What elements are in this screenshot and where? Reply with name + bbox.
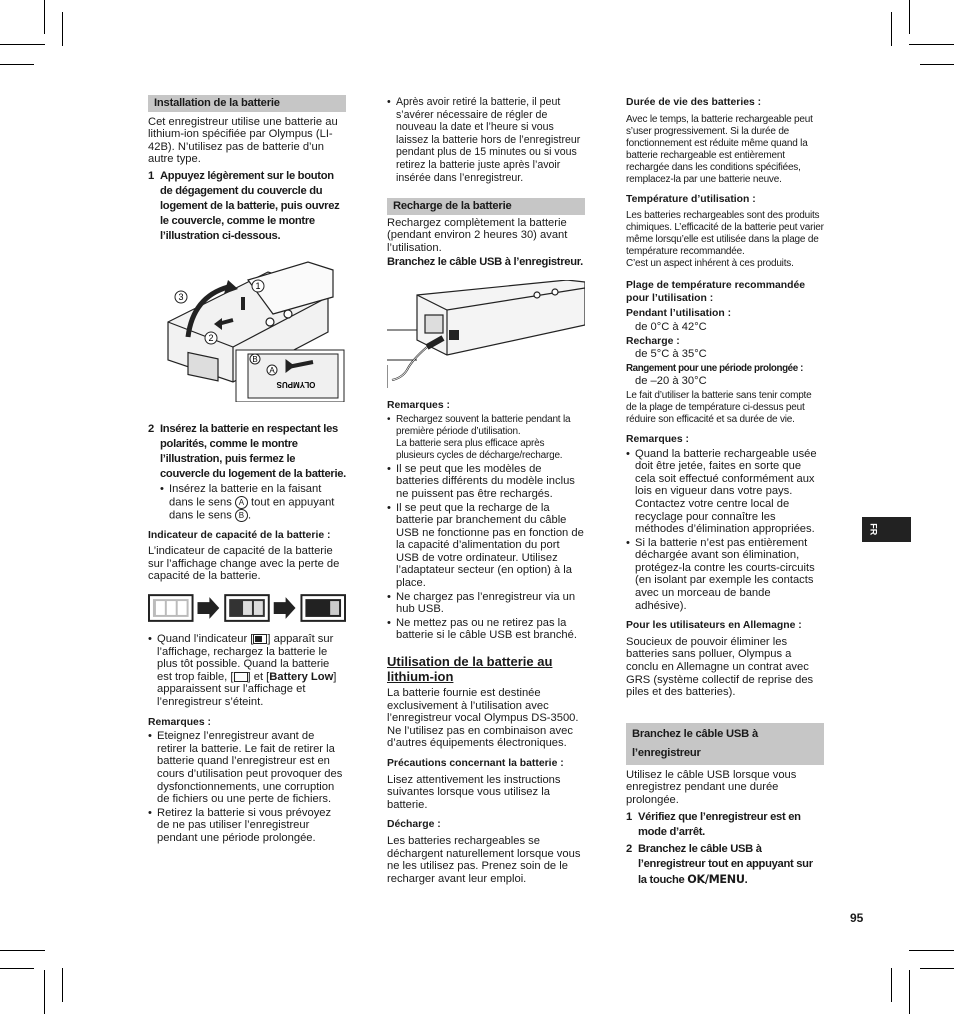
range-title: Plage de température recommandée pour l’utilisation : [626, 280, 806, 304]
crop-mark [44, 970, 45, 1014]
section-heading-recharge: Recharge de la batterie [387, 198, 585, 215]
temperature-text: Les batteries rechargeables sont des produits chimiques. L’efficacité de la batterie peut varier même lorsqu’elle est utilisée dans la plage de température recommandée. [626, 210, 824, 258]
crop-mark [44, 0, 45, 34]
column-1 [148, 95, 346, 845]
step-2: 2 Branchez le câble USB à l’enregistreur tout en appuyant sur la touche OK/MENU. [626, 842, 813, 886]
storage-range: de –20 à 30°C [635, 375, 707, 388]
usb-instruction: Branchez le câble USB à l’enregistreur. [387, 255, 583, 268]
list-item: • Ne chargez pas l’enregistreur via un hub USB. [387, 590, 576, 616]
list-item: • Retirez la batterie si vous prévoyez de ne pas utiliser l’enregistreur pendant une période prolongée. [148, 806, 332, 844]
germany-title: Pour les utilisateurs en Allemagne : [626, 620, 802, 632]
precautions-title: Précautions concernant la batterie : [387, 758, 564, 769]
fig-label-3: 3 [178, 291, 184, 302]
usb-charging-illustration [387, 280, 585, 388]
temperature-title: Température d’utilisation : [626, 193, 756, 205]
list-item: • Eteignez l’enregistreur avant de retirer la batterie. Le fait de retirer la batterie quand l’enregistreur est en cours d’utilisation peut provoquer des dysfonctionnements, une corruption de fichiers ou une perte de fichiers. [148, 730, 343, 806]
battery-full-icon [149, 595, 193, 621]
crop-mark [920, 968, 954, 969]
ok-menu-key: OK/MENU [687, 872, 745, 886]
circle-label-a: A [235, 496, 248, 509]
fig-brand: OLYMPUS [276, 379, 316, 389]
germany-text: Soucieux de pouvoir éliminer les batteries sans polluer, Olympus a conclu en Allemagne un contrat avec GRS (système collectif de reprise des piles et des batteries). [626, 635, 814, 699]
crop-mark [62, 12, 63, 46]
crop-mark [0, 44, 45, 45]
crop-mark [920, 64, 954, 65]
lithium-heading: Utilisation de la batterie au lithium-ion [387, 654, 553, 685]
list-item: • Ne mettez pas ou ne retirez pas la batterie si le câble USB est branché. [387, 616, 577, 642]
crop-mark [891, 968, 892, 1002]
section-heading-usb: Branchez le câble USB à l’enregistreur [626, 723, 824, 765]
circle-label-b: B [235, 509, 248, 522]
crop-mark [62, 968, 63, 1002]
list-item: • Il se peut que la recharge de la batterie par branchement du câble USB ne fonctionne pas en fonction de la capacité d’alimentation du port USB de votre ordinateur. Utilisez l’adaptateur secteur (en option) à la place. [387, 501, 584, 590]
arrow-right-icon [274, 597, 296, 619]
list-item: • Après avoir retiré la batterie, il peut s’avérer nécessaire de régler de nouveau la date et l’heure si vous laissez la batterie hors de l’enregistreur pendant plus de 15 minutes ou si vous retirez la batterie juste après l’avoir insérée dans l’enregistreur. [387, 96, 581, 184]
crop-mark [909, 44, 954, 45]
crop-mark [909, 950, 954, 951]
step-1: 1 Appuyez légèrement sur le bouton de dégagement du couvercle du logement de la batterie, puis ouvrez le couvercle, comme le montre l’illustration ci-dessous. [148, 169, 340, 242]
discharge-title: Décharge : [387, 819, 441, 831]
lifetime-title: Durée de vie des batteries : [626, 97, 762, 108]
fig-label-1: 1 [255, 280, 261, 291]
lifetime-text: Avec le temps, la batterie rechargeable peut s’user progressivement. Si la durée de fonctionnement est réduite même quand la batterie rechargeable est entièrement rechargée dans les conditions spécifiées, remplacez-la par une batterie neuve. [626, 113, 813, 185]
step-1: 1 Vérifiez que l’enregistreur est en mode d’arrêt. [626, 810, 801, 838]
column-2 [387, 95, 585, 885]
lithium-text: La batterie fournie est destinée exclusivement à l’utilisation avec l’enregistreur vocal Olympus DS-3500. Ne l’utilisez pas en combinaison avec d’autres équipements électroniques. [387, 687, 579, 750]
indicator-text: L’indicateur de capacité de la batterie sur l’affichage change avec la perte de capacité de la batterie. [148, 545, 340, 583]
temperature-note: C’est un aspect inhérent à ces produits. [626, 258, 794, 270]
section-heading-battery-install: Installation de la batterie [148, 95, 346, 112]
language-tab: FR [862, 517, 911, 542]
list-item: • Quand la batterie rechargeable usée doit être jetée, faites en sorte que cela soit effectué conformément aux lois en vigueur dans votre pays. Contactez votre centre local de recyclage pour connaître les méthodes d’élimination appropriées. [626, 447, 817, 536]
charge-range: de 5°C à 35°C [635, 348, 707, 361]
crop-mark [891, 12, 892, 46]
crop-mark [0, 968, 34, 969]
battery-medium-icon [225, 595, 269, 621]
crop-mark [909, 970, 910, 1014]
usb-intro: Utilisez le câble USB lorsque vous enregistrez pendant une durée prolongée. [626, 768, 797, 806]
step-2: 2 Insérez la batterie en respectant les polarités, comme le montre l’illustration, puis fermez le couvercle du logement de la batterie. [148, 422, 346, 480]
arrow-right-icon [198, 597, 220, 619]
battery-low-icon [253, 634, 267, 644]
remarks-title: Remarques : [626, 433, 689, 445]
crop-mark [0, 950, 45, 951]
page-number: 95 [850, 911, 864, 925]
battery-cover-illustration [148, 252, 348, 402]
discharge-text: Les batteries rechargeables se déchargent naturellement lorsque vous ne les utilisez pas. Prenez soin de le recharger avant leur emploi. [387, 834, 581, 885]
battery-indicator-sequence [148, 593, 346, 625]
list-item: • Quand l’indicateur [ ] apparaît sur l’affichage, rechargez la batterie le plus tôt possible. Quand la batterie est trop faible, [ ] et [Battery Low] apparaissent sur l’affichage et l’enregistreur s’éteint. [148, 633, 337, 708]
column-3 [626, 95, 824, 888]
crop-mark [909, 0, 910, 34]
precautions-text: Lisez attentivement les instructions suivantes lorsque vous utilisez la batterie. [387, 773, 561, 811]
out-of-range-text: Le fait d’utiliser la batterie sans tenir compte de la plage de température ci-dessus peut réduire son efficacité et sa durée de vie. [626, 389, 812, 425]
intro-text: Cet enregistreur utilise une batterie au lithium-ion spécifiée par Olympus (LI-42B). N’utilisez pas de batterie d’un autre type. [148, 115, 338, 166]
battery-low-label: Battery Low [269, 670, 334, 683]
fig-label-a: A [269, 365, 275, 375]
charge-title: Recharge : [626, 335, 680, 347]
battery-empty-icon [234, 672, 248, 682]
remarks-title: Remarques : [148, 716, 211, 728]
fig-label-2: 2 [208, 332, 214, 343]
recharge-intro: Rechargez complètement la batterie (pendant environ 2 heures 30) avant l’utilisation. [387, 216, 568, 254]
list-item: • Il se peut que les modèles de batteries différents du modèle inclus ne puissent pas être rechargés. [387, 462, 575, 500]
indicator-title: Indicateur de capacité de la batterie : [148, 529, 331, 541]
list-item: • Si la batterie n’est pas entièrement déchargée avant son élimination, protégez-la contre les courts-circuits (en isolant par exemple les contacts avec un morceau de bande adhésive). [626, 536, 815, 612]
remarks-title: Remarques : [387, 400, 450, 412]
battery-low-icon [301, 595, 345, 621]
in-use-title: Pendant l’utilisation : [626, 308, 732, 320]
crop-mark [0, 64, 34, 65]
list-item: • Insérez la batterie en la faisant dans le sens A tout en appuyant dans le sens B . [160, 482, 335, 522]
in-use-range: de 0°C à 42°C [635, 320, 707, 333]
storage-title: Rangement pour une période prolongée : [626, 362, 803, 374]
list-item: • Rechargez souvent la batterie pendant la première période d’utilisation. La batterie sera plus efficace après plusieurs cycles de décharge/recharge. [387, 413, 571, 461]
fig-label-b: B [252, 354, 258, 364]
